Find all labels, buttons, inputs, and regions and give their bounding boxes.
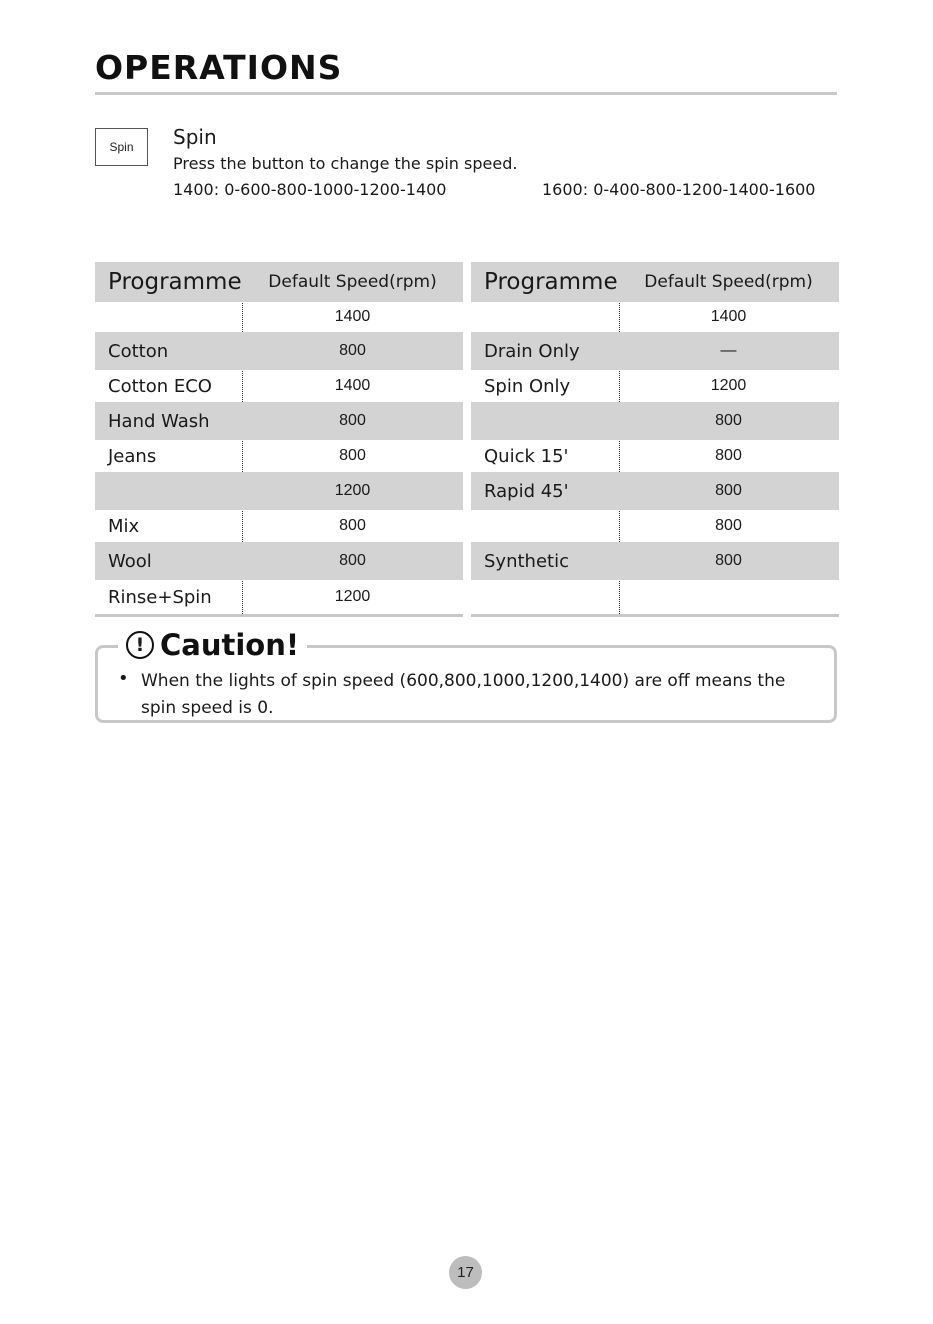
table-row — [95, 580, 463, 614]
table-row — [471, 370, 839, 402]
default-speed: 800 — [339, 552, 366, 569]
table-row — [95, 302, 463, 332]
header-programme: Programme — [484, 269, 618, 295]
caution-text: When the lights of spin speed (600,800,1000,1200,1400) are off means the spin speed is 0. — [141, 671, 786, 718]
default-speed: — — [720, 342, 737, 359]
spin-sequence-1600: 1600: 0-400-800-1200-1400-1600 — [542, 180, 816, 199]
table-bottom-rule — [471, 614, 839, 617]
programme-name: Spin Only — [484, 375, 571, 397]
table-header — [95, 262, 463, 302]
default-speed: 800 — [715, 552, 742, 569]
caution-title: Caution! — [160, 628, 300, 662]
default-speed: 1400 — [710, 308, 747, 325]
table-row — [471, 542, 839, 580]
table-row — [95, 402, 463, 440]
table-row — [95, 472, 463, 510]
spin-section-title: Spin — [173, 125, 217, 149]
table-row — [95, 510, 463, 542]
default-speed: 800 — [339, 447, 366, 464]
programme-name: Jeans — [108, 445, 157, 467]
default-speed: 800 — [339, 342, 366, 359]
programme-name: Rapid 45' — [484, 480, 569, 502]
programme-table-left — [95, 262, 463, 614]
programme-name: Wool — [108, 550, 152, 572]
default-speed: 800 — [339, 412, 366, 429]
programme-name: Cotton ECO — [108, 375, 212, 397]
default-speed: 1400 — [334, 308, 371, 325]
spin-description: Press the button to change the spin speed. — [173, 154, 518, 173]
spin-sequence-1400: 1400: 0-600-800-1000-1200-1400 — [173, 180, 447, 199]
default-speed: 1200 — [710, 377, 747, 394]
default-speed: 1200 — [334, 588, 371, 605]
header-speed: Default Speed(rpm) — [268, 272, 437, 292]
default-speed: 800 — [715, 412, 742, 429]
table-row — [95, 440, 463, 472]
table-header — [471, 262, 839, 302]
default-speed: 800 — [715, 482, 742, 499]
programme-name: Synthetic — [484, 550, 569, 572]
programme-name: Drain Only — [484, 340, 580, 362]
default-speed: 1400 — [334, 377, 371, 394]
programme-name: Hand Wash — [108, 410, 210, 432]
table-row — [95, 542, 463, 580]
table-row — [471, 580, 839, 614]
programme-name: Quick 15' — [484, 445, 569, 467]
table-row — [471, 332, 839, 370]
programme-name: Cotton — [108, 340, 169, 362]
table-row — [471, 472, 839, 510]
header-speed: Default Speed(rpm) — [644, 272, 813, 292]
programme-name: Mix — [108, 515, 140, 537]
table-row — [95, 370, 463, 402]
page-title: OPERATIONS — [95, 48, 343, 87]
caution-header — [118, 628, 307, 662]
default-speed: 800 — [715, 517, 742, 534]
default-speed: 800 — [715, 447, 742, 464]
table-bottom-rule — [95, 614, 463, 617]
default-speed: 1200 — [334, 482, 371, 499]
table-row — [95, 332, 463, 370]
page-number: 17 — [449, 1256, 482, 1289]
table-row — [471, 510, 839, 542]
header-programme: Programme — [108, 269, 242, 295]
table-row — [471, 440, 839, 472]
programme-name: Rinse+Spin — [108, 586, 212, 608]
title-divider — [95, 92, 837, 95]
exclamation-icon: ! — [126, 631, 154, 659]
bullet-icon: • — [118, 668, 129, 689]
table-row — [471, 402, 839, 440]
table-row — [471, 302, 839, 332]
default-speed: 800 — [339, 517, 366, 534]
spin-button[interactable]: Spin — [95, 128, 148, 166]
programme-table-right — [471, 262, 839, 614]
